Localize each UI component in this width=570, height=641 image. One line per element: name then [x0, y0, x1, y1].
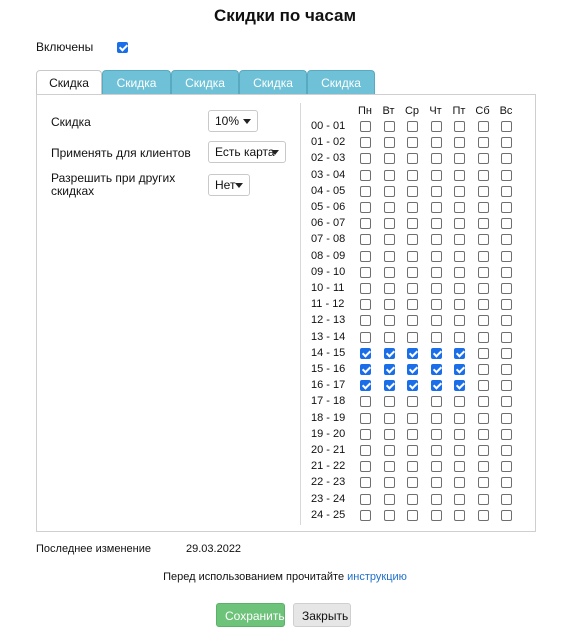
hour-day-checkbox[interactable] — [454, 251, 465, 262]
hour-day-checkbox[interactable] — [478, 494, 489, 505]
hour-day-checkbox[interactable] — [360, 396, 371, 407]
hour-label: 02 - 03 — [311, 152, 346, 165]
hour-day-checkbox[interactable] — [478, 202, 489, 213]
hour-day-checkbox[interactable] — [501, 332, 512, 343]
hour-day-checkbox[interactable] — [478, 283, 489, 294]
hour-day-checkbox[interactable] — [454, 348, 465, 359]
hour-day-checkbox[interactable] — [407, 445, 418, 456]
hour-label: 04 - 05 — [311, 184, 346, 197]
hour-day-checkbox[interactable] — [478, 170, 489, 181]
day-header-4: Пт — [452, 105, 466, 117]
hour-day-checkbox[interactable] — [454, 170, 465, 181]
hour-day-checkbox[interactable] — [384, 413, 395, 424]
hour-day-checkbox[interactable] — [360, 461, 371, 472]
hour-day-checkbox[interactable] — [384, 121, 395, 132]
hour-day-checkbox[interactable] — [501, 267, 512, 278]
hour-day-checkbox[interactable] — [454, 494, 465, 505]
hour-label: 24 - 25 — [311, 508, 346, 521]
hour-day-checkbox[interactable] — [501, 396, 512, 407]
hour-day-checkbox[interactable] — [501, 121, 512, 132]
hour-day-checkbox[interactable] — [431, 315, 442, 326]
hour-day-checkbox[interactable] — [360, 348, 371, 359]
hour-day-checkbox[interactable] — [360, 477, 371, 488]
hour-day-checkbox[interactable] — [360, 332, 371, 343]
hour-day-checkbox[interactable] — [454, 477, 465, 488]
hour-day-checkbox[interactable] — [478, 380, 489, 391]
hour-day-checkbox[interactable] — [501, 510, 512, 521]
chevron-down-icon — [243, 119, 251, 124]
hour-day-checkbox[interactable] — [501, 364, 512, 375]
hour-label: 03 - 04 — [311, 168, 346, 181]
hour-day-checkbox[interactable] — [407, 234, 418, 245]
hour-day-checkbox[interactable] — [501, 218, 512, 229]
hour-day-checkbox[interactable] — [431, 380, 442, 391]
hour-day-checkbox[interactable] — [407, 348, 418, 359]
hour-day-checkbox[interactable] — [360, 251, 371, 262]
hour-day-checkbox[interactable] — [454, 396, 465, 407]
hour-day-checkbox[interactable] — [454, 267, 465, 278]
hour-day-checkbox[interactable] — [454, 283, 465, 294]
clients-label: Применять для клиентов — [51, 146, 191, 160]
discount-value: 10% — [215, 114, 240, 128]
hour-day-checkbox[interactable] — [454, 153, 465, 164]
hour-day-checkbox[interactable] — [360, 429, 371, 440]
hour-day-checkbox[interactable] — [384, 364, 395, 375]
hour-day-checkbox[interactable] — [384, 170, 395, 181]
hour-day-checkbox[interactable] — [431, 299, 442, 310]
hour-day-checkbox[interactable] — [407, 283, 418, 294]
hour-label: 23 - 24 — [311, 492, 346, 505]
combine-value: Нет — [215, 178, 236, 192]
discount-panel — [36, 94, 536, 532]
hour-day-checkbox[interactable] — [407, 137, 418, 148]
hour-day-checkbox[interactable] — [384, 137, 395, 148]
hour-day-checkbox[interactable] — [407, 315, 418, 326]
hour-day-checkbox[interactable] — [360, 202, 371, 213]
hour-label: 11 - 12 — [311, 298, 345, 311]
hour-day-checkbox[interactable] — [501, 315, 512, 326]
hour-day-checkbox[interactable] — [384, 234, 395, 245]
hour-day-checkbox[interactable] — [431, 413, 442, 424]
combine-select[interactable] — [208, 174, 250, 196]
hour-day-checkbox[interactable] — [454, 186, 465, 197]
hour-day-checkbox[interactable] — [431, 477, 442, 488]
hour-day-checkbox[interactable] — [431, 364, 442, 375]
hour-day-checkbox[interactable] — [501, 234, 512, 245]
enabled-row — [36, 40, 128, 54]
chevron-down-icon — [235, 183, 243, 188]
hour-day-checkbox[interactable] — [407, 267, 418, 278]
hour-day-checkbox[interactable] — [478, 348, 489, 359]
combine-label: Разрешить при других скидках — [51, 171, 176, 198]
chevron-down-icon — [271, 150, 279, 155]
hour-day-checkbox[interactable] — [360, 445, 371, 456]
hour-day-checkbox[interactable] — [501, 461, 512, 472]
hour-day-checkbox[interactable] — [431, 202, 442, 213]
hour-day-checkbox[interactable] — [454, 299, 465, 310]
hour-day-checkbox[interactable] — [501, 299, 512, 310]
last-change-label: Последнее изменение — [36, 543, 152, 555]
hour-day-checkbox[interactable] — [454, 380, 465, 391]
hour-day-checkbox[interactable] — [454, 137, 465, 148]
hour-label: 14 - 15 — [311, 346, 346, 359]
hour-label: 01 - 02 — [311, 136, 346, 149]
hour-day-checkbox[interactable] — [478, 413, 489, 424]
hour-label: 05 - 06 — [311, 201, 346, 213]
hour-label: 16 - 17 — [311, 379, 346, 392]
hour-day-checkbox[interactable] — [431, 332, 442, 343]
hour-day-checkbox[interactable] — [407, 251, 418, 262]
hour-day-checkbox[interactable] — [501, 283, 512, 294]
hour-day-checkbox[interactable] — [360, 218, 371, 229]
hour-day-checkbox[interactable] — [478, 477, 489, 488]
hour-day-checkbox[interactable] — [407, 299, 418, 310]
hour-day-checkbox[interactable] — [431, 461, 442, 472]
day-header-2: Ср — [404, 105, 420, 117]
hour-day-checkbox[interactable] — [384, 429, 395, 440]
hour-day-checkbox[interactable] — [431, 494, 442, 505]
hour-day-checkbox[interactable] — [454, 218, 465, 229]
hour-day-checkbox[interactable] — [407, 396, 418, 407]
tab-discount-2[interactable]: Скидка — [102, 70, 171, 95]
instruction-link[interactable]: инструкцию — [347, 571, 407, 583]
tab-discount-1[interactable]: Скидка — [36, 70, 102, 95]
day-header-5: Сб — [475, 105, 490, 117]
hour-day-checkbox[interactable] — [478, 332, 489, 343]
hour-day-checkbox[interactable] — [360, 413, 371, 424]
hour-day-checkbox[interactable] — [478, 267, 489, 278]
hour-day-checkbox[interactable] — [431, 186, 442, 197]
day-header-3: Чт — [429, 105, 442, 117]
hour-day-checkbox[interactable] — [431, 137, 442, 148]
clients-value: Есть карта — [215, 145, 275, 159]
hour-day-checkbox[interactable] — [478, 364, 489, 375]
hour-day-checkbox[interactable] — [501, 429, 512, 440]
hour-day-checkbox[interactable] — [407, 477, 418, 488]
clients-select[interactable] — [208, 141, 286, 163]
hour-label: 17 - 18 — [311, 395, 346, 408]
hour-day-checkbox[interactable] — [384, 186, 395, 197]
hour-day-checkbox[interactable] — [478, 186, 489, 197]
hour-day-checkbox[interactable] — [454, 202, 465, 213]
hour-day-checkbox[interactable] — [384, 494, 395, 505]
hour-day-checkbox[interactable] — [407, 494, 418, 505]
hour-day-checkbox[interactable] — [431, 267, 442, 278]
hour-day-checkbox[interactable] — [407, 380, 418, 391]
hour-day-checkbox[interactable] — [431, 445, 442, 456]
hour-day-checkbox[interactable] — [407, 186, 418, 197]
hour-day-checkbox[interactable] — [407, 510, 418, 521]
hour-day-checkbox[interactable] — [478, 396, 489, 407]
hour-day-checkbox[interactable] — [407, 170, 418, 181]
hour-day-checkbox[interactable] — [501, 186, 512, 197]
hour-day-checkbox[interactable] — [360, 364, 371, 375]
hour-day-checkbox[interactable] — [360, 121, 371, 132]
hour-day-checkbox[interactable] — [478, 121, 489, 132]
hour-day-checkbox[interactable] — [407, 332, 418, 343]
hour-day-checkbox[interactable] — [478, 218, 489, 229]
hour-day-checkbox[interactable] — [360, 153, 371, 164]
hour-day-checkbox[interactable] — [454, 234, 465, 245]
discount-select[interactable] — [208, 110, 258, 132]
hour-day-checkbox[interactable] — [501, 445, 512, 456]
hour-day-checkbox[interactable] — [407, 413, 418, 424]
last-change-date: 29.03.2022 — [186, 543, 242, 555]
hour-label: 15 - 16 — [311, 363, 346, 375]
hour-day-checkbox[interactable] — [384, 332, 395, 343]
hour-day-checkbox[interactable] — [384, 315, 395, 326]
hour-day-checkbox[interactable] — [454, 315, 465, 326]
hour-day-checkbox[interactable] — [407, 121, 418, 132]
hour-day-checkbox[interactable] — [431, 396, 442, 407]
hour-day-checkbox[interactable] — [454, 461, 465, 472]
tab-discount-3[interactable]: Скидка — [171, 70, 239, 95]
hour-day-checkbox[interactable] — [360, 170, 371, 181]
hour-day-checkbox[interactable] — [384, 348, 395, 359]
hour-day-checkbox[interactable] — [454, 510, 465, 521]
hour-day-checkbox[interactable] — [454, 121, 465, 132]
page-title: Скидки по часам — [213, 6, 357, 25]
hour-day-checkbox[interactable] — [501, 153, 512, 164]
discount-tabs — [36, 70, 375, 95]
hour-label: 20 - 21 — [311, 444, 346, 456]
hour-day-checkbox[interactable] — [407, 429, 418, 440]
hour-day-checkbox[interactable] — [501, 348, 512, 359]
hour-day-checkbox[interactable] — [478, 510, 489, 521]
hour-day-checkbox[interactable] — [360, 380, 371, 391]
day-header-0: Пн — [358, 105, 372, 117]
hour-day-checkbox[interactable] — [360, 510, 371, 521]
hour-day-checkbox[interactable] — [478, 315, 489, 326]
hour-day-checkbox[interactable] — [454, 413, 465, 424]
hour-label: 19 - 20 — [311, 427, 346, 440]
hour-day-checkbox[interactable] — [384, 218, 395, 229]
hour-day-checkbox[interactable] — [478, 461, 489, 472]
instruction-note — [0, 571, 570, 583]
discount-label: Скидка — [51, 115, 91, 129]
note-text: Перед использованием прочитайте — [163, 571, 348, 583]
hour-day-checkbox[interactable] — [360, 186, 371, 197]
hour-day-checkbox[interactable] — [384, 396, 395, 407]
hour-day-checkbox[interactable] — [384, 380, 395, 391]
hour-day-checkbox[interactable] — [384, 202, 395, 213]
hour-day-checkbox[interactable] — [478, 137, 489, 148]
hour-label: 12 - 13 — [311, 314, 346, 327]
last-change — [36, 543, 242, 555]
hour-day-checkbox[interactable] — [501, 494, 512, 505]
hour-day-checkbox[interactable] — [501, 137, 512, 148]
hour-label: 22 - 23 — [311, 476, 346, 489]
hour-day-checkbox[interactable] — [431, 121, 442, 132]
hour-day-checkbox[interactable] — [431, 170, 442, 181]
hour-day-checkbox[interactable] — [407, 364, 418, 375]
hour-label: 06 - 07 — [311, 217, 346, 230]
hour-day-checkbox[interactable] — [360, 299, 371, 310]
hour-label: 08 - 09 — [311, 249, 346, 262]
hour-day-checkbox[interactable] — [384, 477, 395, 488]
hour-day-checkbox[interactable] — [501, 380, 512, 391]
hour-day-checkbox[interactable] — [431, 153, 442, 164]
hour-day-checkbox[interactable] — [384, 251, 395, 262]
hour-day-checkbox[interactable] — [431, 283, 442, 294]
hour-day-checkbox[interactable] — [360, 137, 371, 148]
hour-label: 09 - 10 — [311, 265, 346, 278]
hour-label: 00 - 01 — [311, 120, 346, 132]
hour-day-checkbox[interactable] — [431, 429, 442, 440]
hour-day-checkbox[interactable] — [478, 234, 489, 245]
hour-day-checkbox[interactable] — [360, 267, 371, 278]
hour-day-checkbox[interactable] — [360, 283, 371, 294]
hour-day-checkbox[interactable] — [407, 153, 418, 164]
enabled-checkbox[interactable] — [117, 42, 128, 53]
hour-day-checkbox[interactable] — [478, 251, 489, 262]
close-button[interactable]: Закрыть — [293, 603, 351, 627]
hour-day-checkbox[interactable] — [431, 251, 442, 262]
hour-day-checkbox[interactable] — [454, 364, 465, 375]
hour-day-checkbox[interactable] — [384, 461, 395, 472]
hour-day-checkbox[interactable] — [384, 267, 395, 278]
tab-discount-4[interactable]: Скидка — [239, 70, 307, 95]
hour-day-checkbox[interactable] — [407, 218, 418, 229]
hour-day-checkbox[interactable] — [431, 510, 442, 521]
hour-day-checkbox[interactable] — [454, 429, 465, 440]
hour-day-checkbox[interactable] — [431, 348, 442, 359]
hour-day-checkbox[interactable] — [431, 218, 442, 229]
hour-day-checkbox[interactable] — [384, 283, 395, 294]
hour-day-checkbox[interactable] — [384, 153, 395, 164]
hour-day-checkbox[interactable] — [501, 251, 512, 262]
hour-day-checkbox[interactable] — [478, 445, 489, 456]
hour-day-checkbox[interactable] — [478, 429, 489, 440]
day-header-6: Вс — [499, 105, 513, 117]
save-button[interactable]: Сохранить — [216, 603, 285, 627]
hour-day-checkbox[interactable] — [407, 461, 418, 472]
hour-day-checkbox[interactable] — [478, 153, 489, 164]
tab-discount-5[interactable]: Скидка — [307, 70, 375, 95]
hour-day-checkbox[interactable] — [501, 477, 512, 488]
hour-label: 13 - 14 — [311, 330, 346, 343]
hour-label: 10 - 11 — [311, 282, 345, 294]
hour-day-checkbox[interactable] — [501, 413, 512, 424]
hour-day-checkbox[interactable] — [360, 315, 371, 326]
hour-day-checkbox[interactable] — [478, 299, 489, 310]
hour-day-checkbox[interactable] — [384, 510, 395, 521]
hour-day-checkbox[interactable] — [501, 202, 512, 213]
hour-day-checkbox[interactable] — [384, 445, 395, 456]
hour-label: 07 - 08 — [311, 233, 346, 246]
hour-day-checkbox[interactable] — [360, 234, 371, 245]
hour-label: 18 - 19 — [311, 411, 346, 424]
hour-day-checkbox[interactable] — [454, 445, 465, 456]
hour-label: 21 - 22 — [311, 460, 346, 473]
day-header-1: Вт — [382, 105, 395, 117]
hour-day-checkbox[interactable] — [454, 332, 465, 343]
hour-day-checkbox[interactable] — [360, 494, 371, 505]
vertical-divider — [300, 103, 301, 525]
enabled-label: Включены — [36, 40, 94, 54]
hour-day-checkbox[interactable] — [407, 202, 418, 213]
hour-day-checkbox[interactable] — [431, 234, 442, 245]
hour-day-checkbox[interactable] — [501, 170, 512, 181]
hour-day-checkbox[interactable] — [384, 299, 395, 310]
